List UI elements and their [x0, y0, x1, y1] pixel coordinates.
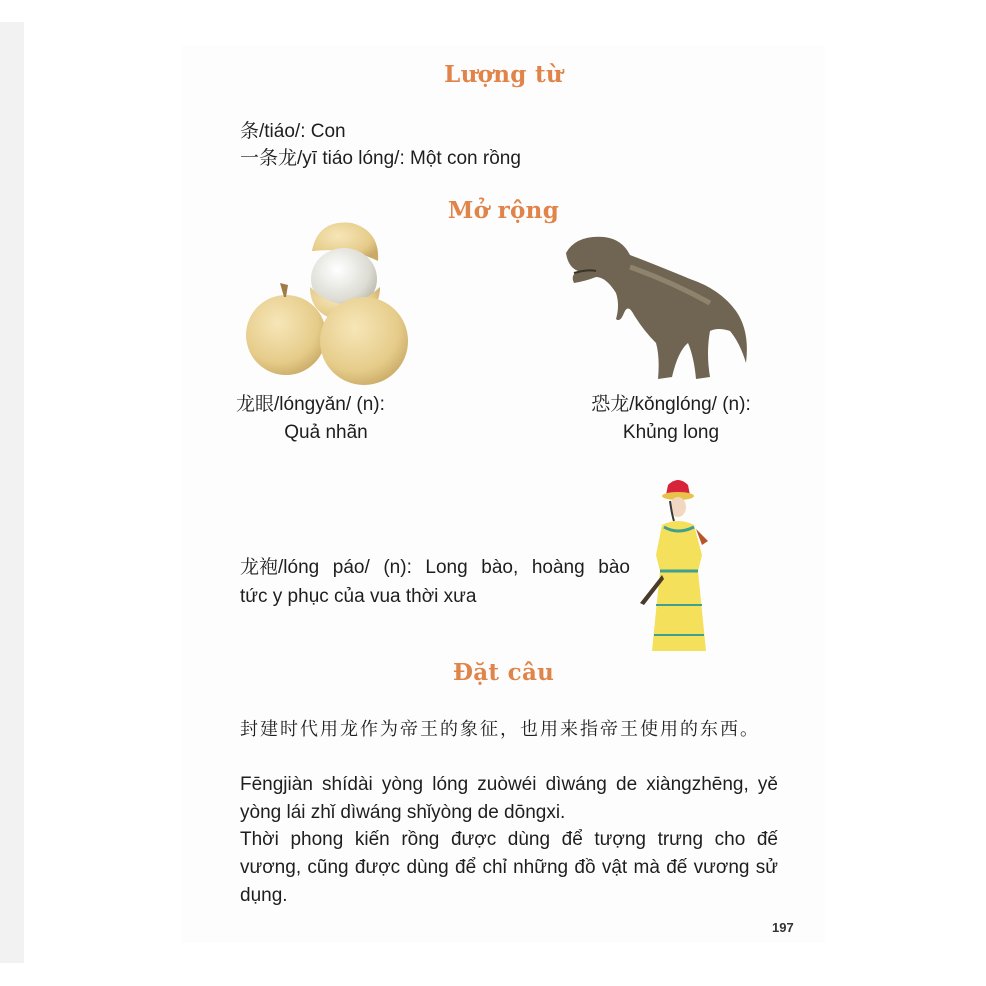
example-sentence-pinyin: Fēngjiàn shídài yòng lóng zuòwéi dìwáng de xiàngzhēng, yě yòng lái zhǐ dìwáng shǐyòng de dōngxi. — [240, 774, 778, 823]
dragon-robe-line-2: tức y phục của vua thời xưa — [240, 586, 477, 607]
dinosaur-image — [560, 227, 760, 387]
measure-word-line-2: 一条龙/yī tiáo lóng/: Một con rồng — [240, 148, 521, 169]
page-number: 197 — [772, 920, 794, 935]
robe-word: bào, — [481, 557, 519, 578]
meaning-dinosaur: Khủng long — [622, 422, 720, 443]
section-title-sentence: Đặt câu — [452, 659, 555, 686]
section-title-measure-word: Lượng từ — [444, 61, 563, 88]
book-page — [182, 45, 825, 943]
dragon-robe-line-1 — [240, 553, 630, 582]
longan-fruit-image — [240, 217, 420, 387]
robe-word: páo/ — [332, 557, 370, 578]
term-longan: 龙眼/lóngyǎn/ (n): — [236, 394, 385, 415]
robe-word: (n): — [383, 557, 412, 578]
caption-longan — [236, 391, 416, 447]
robe-word: 龙袍/lóng — [240, 557, 320, 578]
term-dinosaur: 恐龙/kǒnglóng/ (n): — [591, 394, 751, 415]
measure-word-line-1: 条/tiáo/: Con — [240, 121, 346, 142]
example-sentence-chinese: 封建时代用龙作为帝王的象征，也用来指帝王使用的东西。 — [240, 719, 760, 740]
caption-dinosaur — [578, 391, 764, 447]
caption-dragon-robe — [240, 553, 630, 611]
robe-word: bào — [598, 557, 630, 578]
side-scroll-strip — [0, 22, 24, 963]
meaning-longan: Quả nhãn — [284, 422, 368, 443]
section-title-expand: Mở rộng — [447, 197, 560, 224]
robe-word: hoàng — [531, 557, 585, 578]
example-sentence-vietnamese: Thời phong kiến rồng được dùng để tượng trưng cho đế vương, cũng được dùng để chỉ những đồ vật mà đế vương sử dụng. — [240, 829, 778, 906]
dragon-robe-image — [632, 475, 722, 655]
robe-word: Long — [425, 557, 468, 578]
